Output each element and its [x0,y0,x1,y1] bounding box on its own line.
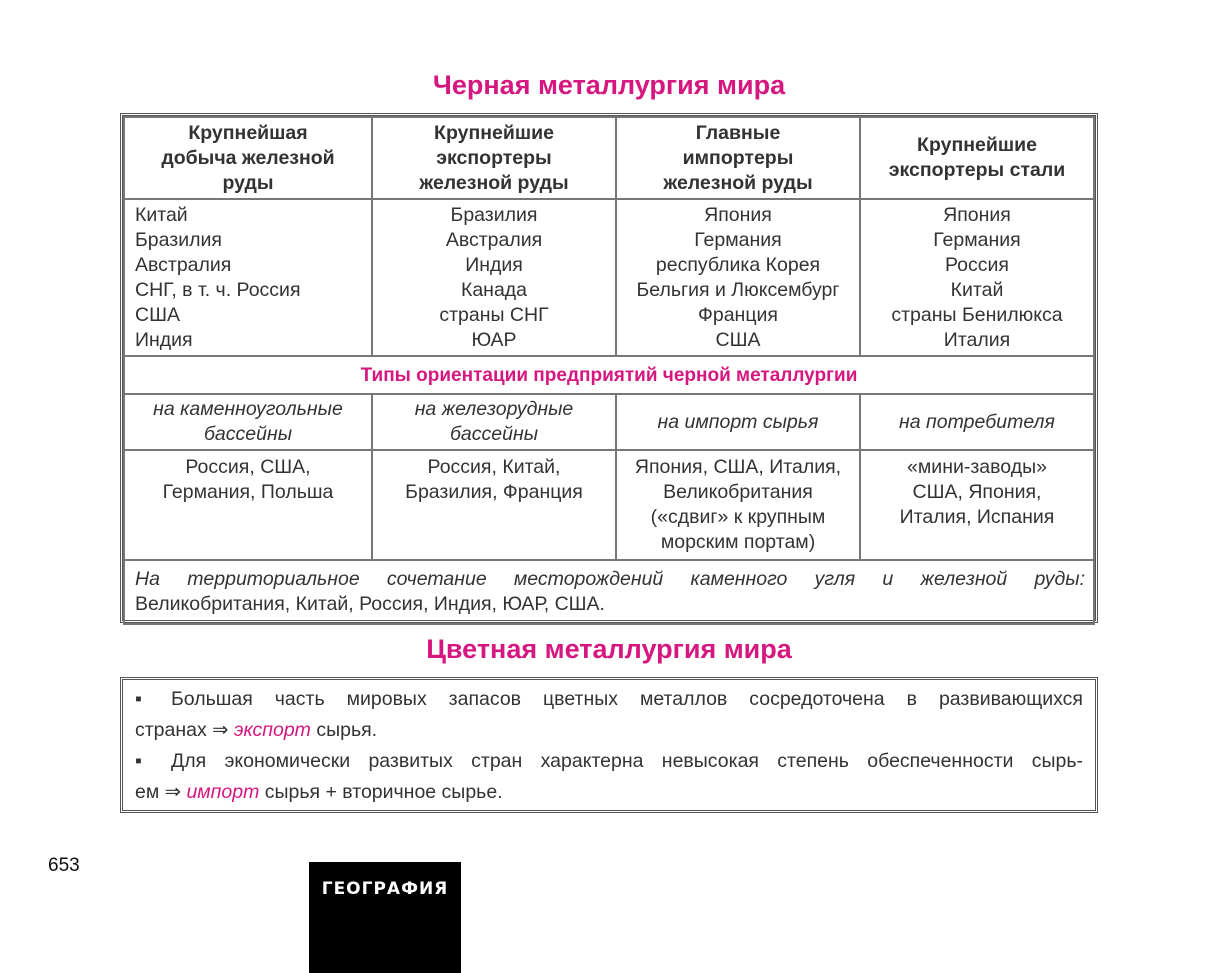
bullet-2-line-2 [135,777,1083,808]
list-item: США, Япония, [912,481,1042,503]
list-item: Канада [460,279,528,301]
orientation-countries-row [124,450,1094,560]
type-line: на каменноугольные [153,398,343,420]
list-item: Великобритания [663,481,813,503]
list-item: Бразилия [450,204,538,226]
header-mining [124,117,372,199]
header-line: Крупнейшая [188,121,308,144]
list-item: Бразилия, Франция [405,481,583,503]
header-line: экспортеры стали [888,159,1066,181]
orientation-subtitle: Типы ориентации предприятий черной металлургии [124,356,1094,394]
orientation-consumer-countries [860,450,1094,560]
header-line: Крупнейшие [434,121,554,144]
list-item: США [135,304,180,326]
header-exporters-steel [860,117,1094,199]
list-item: Индия [465,254,523,276]
list-item: страны СНГ [439,304,549,326]
ferrous-title: Черная металлургия мира [432,70,786,100]
nonferrous-box [120,677,1098,813]
mining-countries-cell [124,199,372,356]
header-line: железной руды [419,171,569,194]
list-item: Италия [943,329,1011,351]
importers-ore-cell [616,199,860,356]
list-item: республика Корея [655,254,821,276]
header-line: Крупнейшие [917,134,1037,156]
type-raw-import [616,394,860,450]
list-item: Франция [698,304,778,326]
exporters-steel-cell [860,199,1094,356]
list-item: Германия, Польша [162,481,334,503]
bullet-1-text: Большая часть мировых запасов цветных металлов сосредоточена в развивающихся [171,688,1083,710]
list-item: Германия [694,229,782,251]
header-exporters-ore [372,117,616,199]
list-item: страны Бенилюкса [891,304,1063,326]
header-line: добыча железной [161,146,335,169]
list-item: США [715,329,761,351]
header-line: импортеры [682,146,794,169]
type-line: на железорудные [414,398,574,420]
header-row [124,117,1094,199]
bullet-1-end: сырья. [310,719,378,741]
orientation-import-countries [616,450,860,560]
combination-note [124,560,1094,624]
type-line: бассейны [449,423,539,445]
list-item: Россия, Китай, [427,456,561,478]
bullet-2-text: Для экономически развитых стран характерна невысокая степень обеспеченности сырь- [171,750,1083,772]
exporters-ore-cell [372,199,616,356]
combination-note-row [124,560,1094,624]
type-line: на потребителя [899,410,1055,433]
orientation-subtitle-row [124,356,1094,394]
list-item: Китай [135,204,188,226]
list-item: Бразилия [135,229,222,251]
page-number: 653 [48,855,80,876]
list-item: морским портам) [660,531,816,553]
list-item: ЮАР [471,329,517,351]
header-line: Главные [695,121,781,144]
list-item: Австралия [445,229,543,251]
combination-note-countries: Великобритания, Китай, Россия, Индия, ЮАР, США. [135,593,605,615]
bullet-1-line-2 [135,715,1083,746]
list-item: Индия [135,329,193,351]
list-item: «мини-заводы» [907,456,1047,478]
bullet-square-icon: ▪ [135,750,142,772]
list-item: («сдвиг» к крупным [650,506,826,528]
list-item: Бельгия и Люксембург [636,279,840,301]
import-highlight: импорт [186,781,260,803]
type-line: на импорт сырья [657,410,819,433]
combination-note-heading: На территориальное сочетание месторождений каменного угля и железной руды: [135,568,1085,590]
type-ore-basins [372,394,616,450]
header-line: руды [222,171,274,194]
orientation-ore-countries [372,450,616,560]
bullet-2-line-1 [135,746,1083,777]
section-tab [309,862,461,973]
list-item: Япония [704,204,772,226]
bullet-1-line-1 [135,684,1083,715]
list-item: Япония, США, Италия, [634,456,842,478]
orientation-coal-countries [124,450,372,560]
list-item: Китай [950,279,1004,301]
type-coal-basins [124,394,372,450]
ferrous-table-frame [120,113,1098,623]
list-item: Италия, Испания [899,506,1055,528]
header-line: экспортеры [436,146,552,169]
list-item: СНГ, в т. ч. Россия [135,279,301,301]
list-item: Австралия [135,254,232,276]
nonferrous-title: Цветная металлургия мира [426,634,792,664]
bullet-square-icon: ▪ [135,688,142,710]
type-consumer [860,394,1094,450]
list-item: Япония [943,204,1011,226]
section-tab-label: ГЕОГРАФИЯ [321,879,449,899]
bullet-2-end: сырья + вторичное сырье. [259,781,503,803]
export-highlight: экспорт [233,719,311,741]
bullet-2-start: ем ⇒ [135,781,187,803]
list-item: Россия [945,254,1009,276]
header-line: железной руды [663,171,813,194]
list-item: Германия [933,229,1021,251]
countries-row [124,199,1094,356]
type-line: бассейны [203,423,293,445]
ferrous-table [123,116,1095,625]
list-item: Россия, США, [185,456,311,478]
header-importers-ore [616,117,860,199]
bullet-1-start: странах ⇒ [135,719,234,741]
orientation-types-row [124,394,1094,450]
